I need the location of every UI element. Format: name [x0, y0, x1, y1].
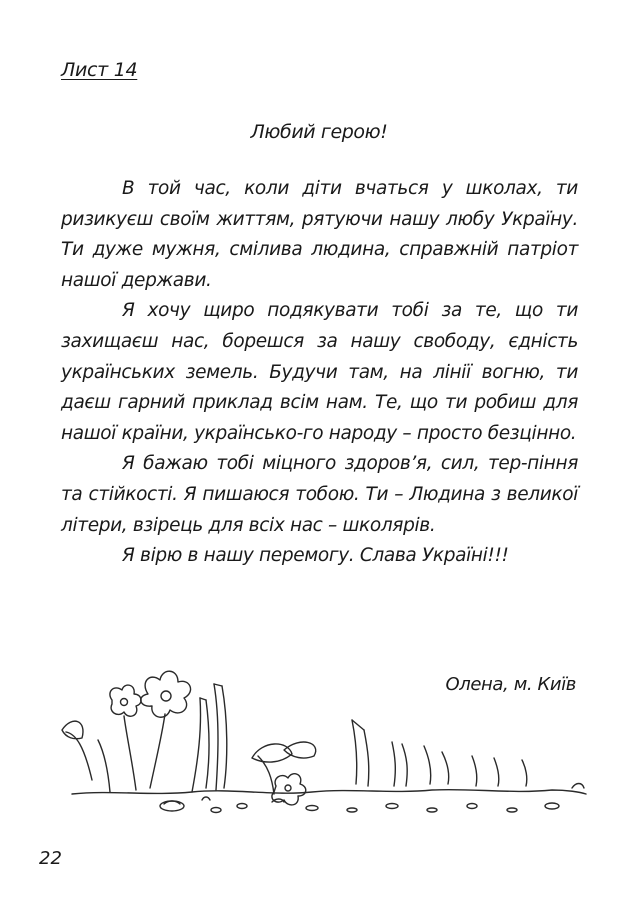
letter-title: Лист 14	[61, 59, 138, 81]
letter-paragraph: Я хочу щиро подякувати тобі за те, що ти захищаєш нас, борешся за нашу свободу, єдність українських земель. Будучи там, на лінії вогню, ти даєш гарний приклад всім нам. Те, що ти робиш для нашої країни, українсько-го народу – просто безцінно.	[61, 300, 578, 444]
flower-icon	[141, 671, 191, 788]
letter-paragraph: Я вірю в нашу перемогу. Слава Україні!!!	[122, 545, 509, 567]
letter-body	[61, 174, 578, 572]
flower-icon	[272, 774, 306, 805]
flowers-and-grass-sketch-icon	[52, 660, 592, 835]
letter-greeting: Любий герою!	[250, 121, 388, 143]
letter-paragraph: В той час, коли діти вчаться у школах, ти ризикуєш своїм життям, рятуючи нашу любу Україну. Ти дуже мужня, смілива людина, справжній патріот нашої держави.	[61, 178, 578, 291]
letter-paragraph: Я бажаю тобі міцного здоров’я, сил, тер-піння та стійкості. Я пишаюся тобою. Ти – Людина з великої літери, взірець для всіх нас – школярів.	[61, 453, 578, 536]
letter-signature: Олена, м. Київ	[445, 674, 576, 695]
page-number: 22	[39, 848, 62, 869]
flower-icon	[110, 685, 141, 790]
